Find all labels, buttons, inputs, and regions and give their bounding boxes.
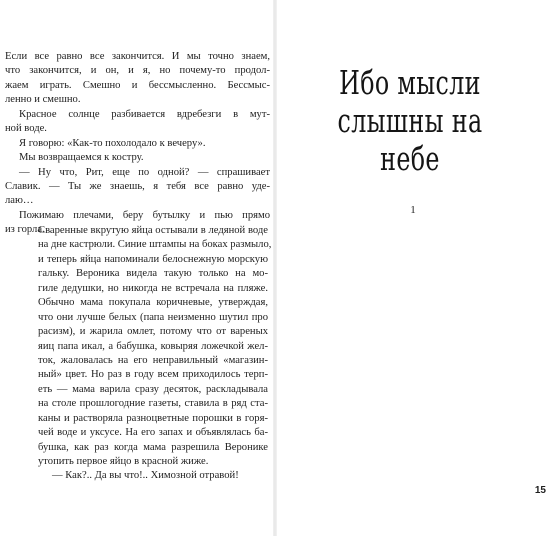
text-line: Красное солнце разбивается вдребезги в мут- [19,108,270,120]
text-line: — Ну что, Рит, еще по одной? — спрашивает [19,166,270,178]
text-line: каны и растворяла разноцветные порошки в горя- [38,412,268,424]
text-line: ной воде. [5,123,47,135]
text-line: ный» цвет. Но раз в году всем приходилось терп- [38,369,268,381]
chapter-title [322,64,498,178]
text-line: лаю… [5,195,34,207]
text-line: из горла. [5,224,45,236]
text-line: Я говорю: «Как-то похолодало к вечеру». [19,137,206,149]
page-number: 15 [534,485,546,496]
right-page-text [38,224,272,484]
text-line: гиле дедушки, но никогда не встречала на пляже. [38,282,268,294]
text-line: гальку. Вероника видела такую только на мо- [38,268,268,280]
text-line: Сваренные вкрутую яйца остывали в ледяной воде [38,225,268,236]
text-line: что они лучше белых (папа неизменно шутил про [38,311,268,323]
text-line: яиц папа икал, а бабушка, ковыряя ложечкой жел- [38,340,268,352]
text-line: утопить первое яйцо в красной жиже. [38,456,209,467]
text-line: жаем играть. Смешно и бессмысленно. Бессмыс- [5,79,270,91]
text-line: Мы возвращаемся к костру. [19,152,144,164]
book-gutter [273,0,277,536]
text-line: ток, жаловалась на его неправильный «магазин- [38,354,268,366]
text-line: что закончится, и он, и я, но почему-то продол- [5,65,270,77]
text-line: Обычно мама покупала коричневые, утверждая, [38,297,268,309]
text-line: — Как?.. Да вы что!.. Химозной отравой! [52,470,239,482]
text-line: на дне кастрюли. Синие штампы на боках размыло, [38,239,272,251]
text-line: и теперь яйца напоминали белоснежную морскую [38,253,268,265]
chapter-title-line: Ибо мысли [339,63,481,102]
text-line: чей воде и уксусе. На его запах и объявлялась ба- [38,427,268,439]
chapter-number: 1 [410,204,416,216]
text-line: Пожимаю плечами, беру бутылку и пью прямо [19,209,270,221]
text-line: еть — мама варила сразу десяток, раскладывала [38,383,268,395]
text-line: Если все равно все закончится. И мы точно знаем, [5,51,270,62]
text-line: на столе прошлогодние газеты, ставила в ряд ста- [38,398,268,410]
text-line: Славик. — Ты же знаешь, я тебя все равно уде- [5,180,270,192]
text-line: расизм), и жарила омлет, потому что от вареных [38,326,268,338]
chapter-title-line: слышны на небе [337,101,483,178]
left-page-text [5,50,270,238]
text-line: бушка, как раз когда мама разрешила Веронике [38,441,268,453]
text-line: ленно и смешно. [5,94,81,106]
